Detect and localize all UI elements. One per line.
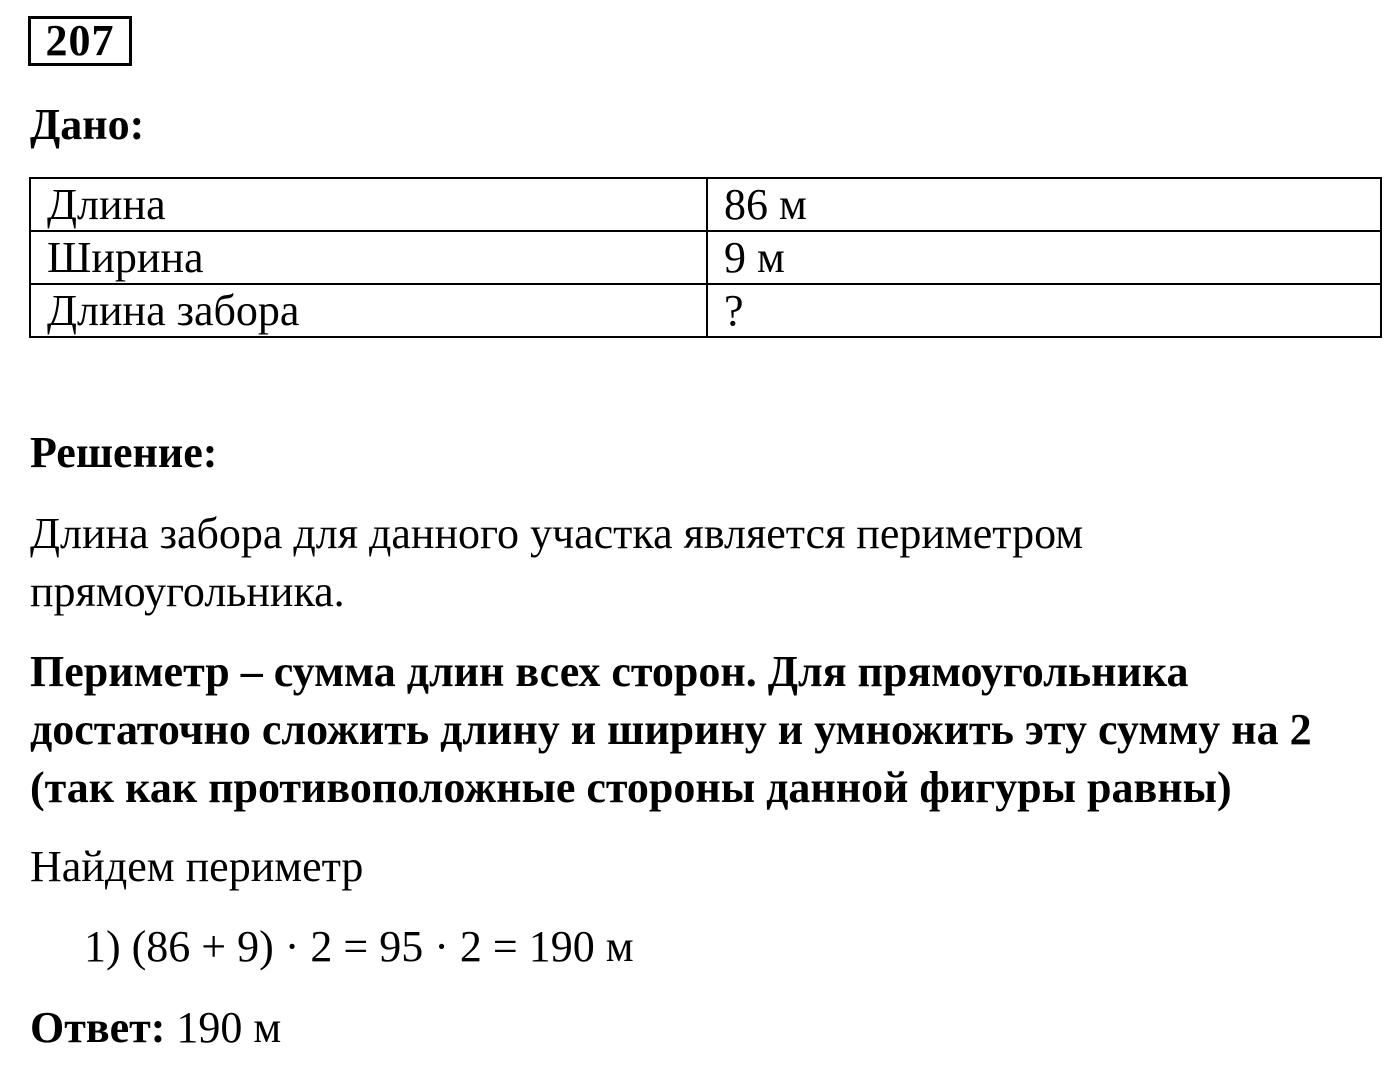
solution-intro-paragraph: Длина забора для данного участка является периметром прямоугольника.	[30, 509, 1084, 616]
given-fence-length-label: Длина забора	[30, 284, 707, 337]
table-row	[30, 178, 1381, 231]
given-width-label: Ширина	[30, 231, 707, 284]
calculation-step-1: 1) (86 + 9) · 2 = 95 · 2 = 190 м	[84, 922, 634, 971]
problem-number-box: 207	[28, 16, 132, 66]
table-row	[30, 284, 1381, 337]
perimeter-rule-paragraph: Периметр – сумма длин всех сторон. Для прямоугольника достаточно сложить длину и ширину и умножить эту сумму на 2 (так как противоположные стороны данной фигуры равны)	[30, 647, 1312, 812]
given-length-label: Длина	[30, 178, 707, 231]
answer-value: 190 м	[176, 1003, 282, 1052]
given-table	[29, 177, 1382, 338]
given-length-value: 86 м	[707, 178, 1381, 231]
solution-heading: Решение:	[30, 428, 218, 477]
given-heading: Дано:	[30, 100, 145, 149]
find-perimeter-text: Найдем периметр	[30, 842, 364, 891]
answer-label: Ответ:	[30, 1003, 166, 1052]
given-fence-length-value: ?	[707, 284, 1381, 337]
answer-line	[30, 1000, 281, 1056]
given-width-value: 9 м	[707, 231, 1381, 284]
table-row	[30, 231, 1381, 284]
